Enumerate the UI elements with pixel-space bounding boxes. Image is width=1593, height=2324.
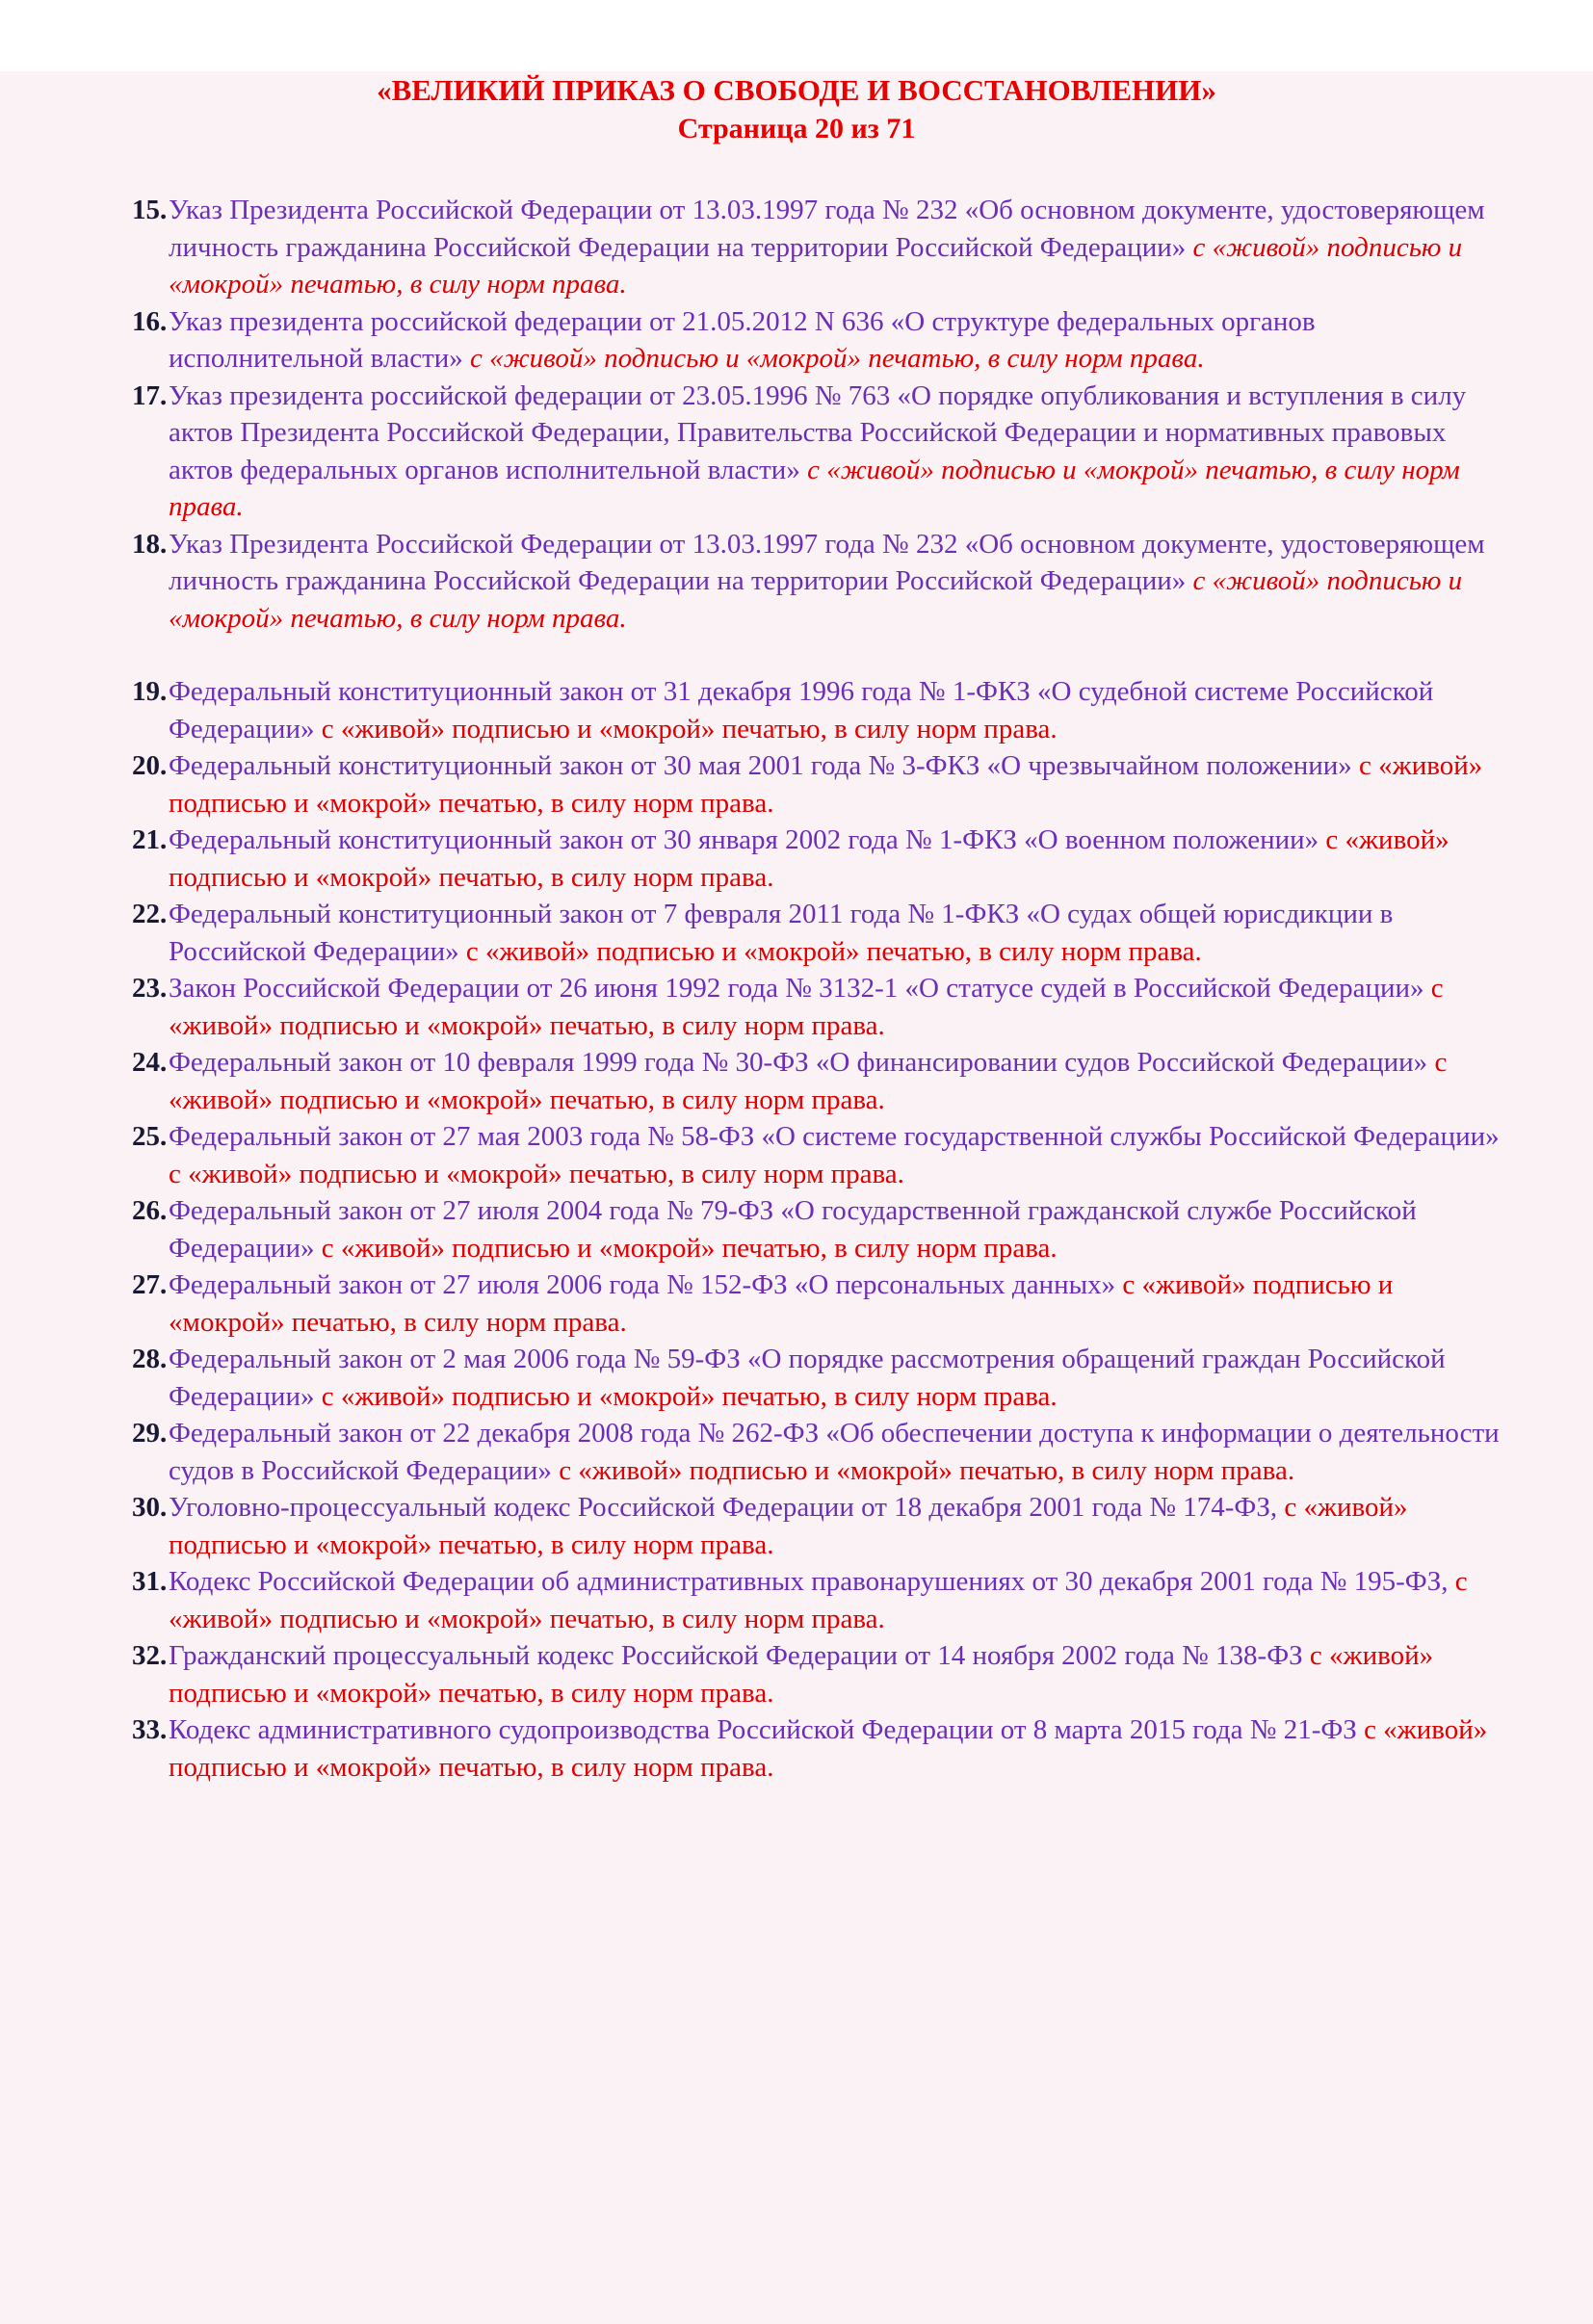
list-item (132, 1118, 1502, 1192)
item-main-text: Гражданский процессуальный кодекс Российской Федерации от 14 ноября 2002 года № 138-ФЗ (169, 1640, 1303, 1671)
item-number: 25. (132, 1121, 168, 1152)
item-suffix-text: с «живой» подписью и «мокрой» печатью, в силу норм права. (169, 1714, 1488, 1783)
item-main-text: Федеральный конституционный закон от 30 мая 2001 года № 3-ФКЗ «О чрезвычайном положении» (169, 750, 1352, 781)
item-main-text: Кодекс Российской Федерации об административных правонарушениях от 30 декабря 2001 года № 195-ФЗ, (169, 1566, 1449, 1597)
list-item (132, 747, 1502, 822)
item-suffix-text: с «живой» подписью и «мокрой» печатью, в силу норм права. (169, 231, 1463, 300)
list-item (132, 1044, 1502, 1118)
item-main-text: Федеральный закон от 27 июля 2006 года № 152-ФЗ «О персональных данных» (169, 1269, 1116, 1300)
list-item (132, 526, 1502, 638)
item-suffix-text: с «живой» подписью и «мокрой» печатью, в силу норм права. (169, 1492, 1408, 1560)
law-list (0, 192, 1593, 1786)
item-number: 23. (132, 973, 168, 1004)
list-item (132, 1711, 1502, 1786)
item-number: 31. (132, 1566, 168, 1597)
page (0, 71, 1593, 2324)
item-number: 17. (132, 379, 168, 411)
item-main-text: Федеральный закон от 10 февраля 1999 года № 30-ФЗ «О финансировании судов Российской Федерации» (169, 1047, 1428, 1078)
item-number: 16. (132, 305, 168, 337)
item-number: 26. (132, 1195, 168, 1226)
list-item (132, 1489, 1502, 1563)
item-suffix-text: с «живой» подписью и «мокрой» печатью, в силу норм права. (321, 713, 1058, 744)
list-item (132, 192, 1502, 303)
item-main-text: Кодекс административного судопроизводства Российской Федерации от 8 марта 2015 года № 21-ФЗ (169, 1714, 1357, 1745)
item-suffix-text: с «живой» подписью и «мокрой» печатью, в силу норм права. (169, 750, 1483, 819)
item-suffix-text: с «живой» подписью и «мокрой» печатью, в силу норм права. (559, 1454, 1295, 1486)
item-main-text: Указ президента российской федерации от 23.05.1996 № 763 «О порядке опубликования и вступления в силу актов Президента Российской Федерации, Правительства Российской Федерации и нормативных правовых актов федеральных органов исполнительной власти» (169, 379, 1467, 485)
item-main-text: Федеральный закон от 22 декабря 2008 года № 262-ФЗ «Об обеспечении доступа к информации о деятельности судов в Российской Федерации» (169, 1418, 1500, 1486)
list-item (132, 378, 1502, 526)
list-item (132, 1637, 1502, 1711)
item-number: 21. (132, 824, 168, 855)
item-main-text: Указ Президента Российской Федерации от 13.03.1997 года № 232 «Об основном документе, удостоверяющем личность гражданина Российской Федерации на территории Российской Федерации» (169, 195, 1485, 263)
list-item (132, 1563, 1502, 1637)
list-item (132, 303, 1502, 378)
list-item (132, 1192, 1502, 1266)
item-main-text: Указ президента российской федерации от 21.05.2012 N 636 «О структуре федеральных органов исполнительной власти» (169, 305, 1316, 374)
item-suffix-text: с «живой» подписью и «мокрой» печатью, в силу норм права. (169, 973, 1444, 1041)
list-item (132, 1415, 1502, 1489)
item-suffix-text: с «живой» подписью и «мокрой» печатью, в силу норм права. (169, 1047, 1448, 1115)
item-main-text: Федеральный конституционный закон от 31 декабря 1996 года № 1-ФКЗ «О судебной системе Российской Федерации» (169, 676, 1434, 744)
item-main-text: Федеральный закон от 27 июля 2004 года № 79-ФЗ «О государственной гражданской службе Российской Федерации» (169, 1195, 1417, 1264)
item-suffix-text: с «живой» подписью и «мокрой» печатью, в силу норм права. (169, 1566, 1468, 1634)
item-number: 28. (132, 1344, 168, 1374)
item-suffix-text: с «живой» подписью и «мокрой» печатью, в силу норм права. (321, 1232, 1058, 1264)
item-number: 22. (132, 899, 168, 929)
item-suffix-text: с «живой» подписью и «мокрой» печатью, в силу норм права. (169, 1158, 904, 1189)
list-item (132, 822, 1502, 896)
item-number: 32. (132, 1640, 168, 1671)
item-suffix-text: с «живой» подписью и «мокрой» печатью, в силу норм права. (169, 454, 1460, 522)
item-number: 27. (132, 1269, 168, 1300)
item-main-text: Федеральный конституционный закон от 7 февраля 2011 года № 1-ФКЗ «О судах общей юрисдикции в Российской Федерации» (169, 899, 1394, 967)
list-item (132, 673, 1502, 747)
list-item (132, 1341, 1502, 1415)
item-suffix-text: с «живой» подписью и «мокрой» печатью, в силу норм права. (169, 1640, 1434, 1709)
list-item (132, 970, 1502, 1044)
item-suffix-text: с «живой» подписью и «мокрой» печатью, в силу норм права. (169, 565, 1463, 634)
document-title: «ВЕЛИКИЙ ПРИКАЗ О СВОБОДЕ И ВОССТАНОВЛЕНИИ» (377, 73, 1216, 107)
item-suffix-text: с «живой» подписью и «мокрой» печатью, в силу норм права. (321, 1380, 1058, 1412)
item-number: 18. (132, 528, 168, 560)
item-main-text: Уголовно-процессуальный кодекс Российской Федерации от 18 декабря 2001 года № 174-ФЗ, (169, 1492, 1278, 1523)
item-number: 30. (132, 1492, 168, 1523)
page-header (0, 71, 1593, 147)
item-number: 29. (132, 1418, 168, 1449)
item-number: 15. (132, 195, 168, 225)
item-suffix-text: с «живой» подписью и «мокрой» печатью, в силу норм права. (465, 935, 1202, 967)
list-item (132, 1266, 1502, 1341)
item-main-text: Указ Президента Российской Федерации от 13.03.1997 года № 232 «Об основном документе, удостоверяющем личность гражданина Российской Федерации на территории Российской Федерации» (169, 528, 1485, 596)
item-number: 24. (132, 1047, 168, 1078)
item-number: 19. (132, 676, 168, 707)
list-item (132, 896, 1502, 970)
item-suffix-text: с «живой» подписью и «мокрой» печатью, в силу норм права. (470, 343, 1205, 374)
item-suffix-text: с «живой» подписью и «мокрой» печатью, в силу норм права. (169, 1269, 1394, 1338)
item-number: 33. (132, 1714, 168, 1745)
item-main-text: Федеральный закон от 27 мая 2003 года № 58-ФЗ «О системе государственной службы Российской Федерации» (169, 1121, 1500, 1152)
item-suffix-text: с «живой» подписью и «мокрой» печатью, в силу норм права. (169, 824, 1449, 893)
page-number-subtitle: Страница 20 из 71 (677, 113, 916, 144)
item-main-text: Закон Российской Федерации от 26 июня 1992 года № 3132-1 «О статусе судей в Российской Федерации» (169, 973, 1424, 1004)
item-number: 20. (132, 750, 168, 781)
item-main-text: Федеральный закон от 2 мая 2006 года № 59-ФЗ «О порядке рассмотрения обращений граждан Российской Федерации» (169, 1344, 1446, 1412)
item-main-text: Федеральный конституционный закон от 30 января 2002 года № 1-ФКЗ «О военном положении» (169, 824, 1319, 855)
